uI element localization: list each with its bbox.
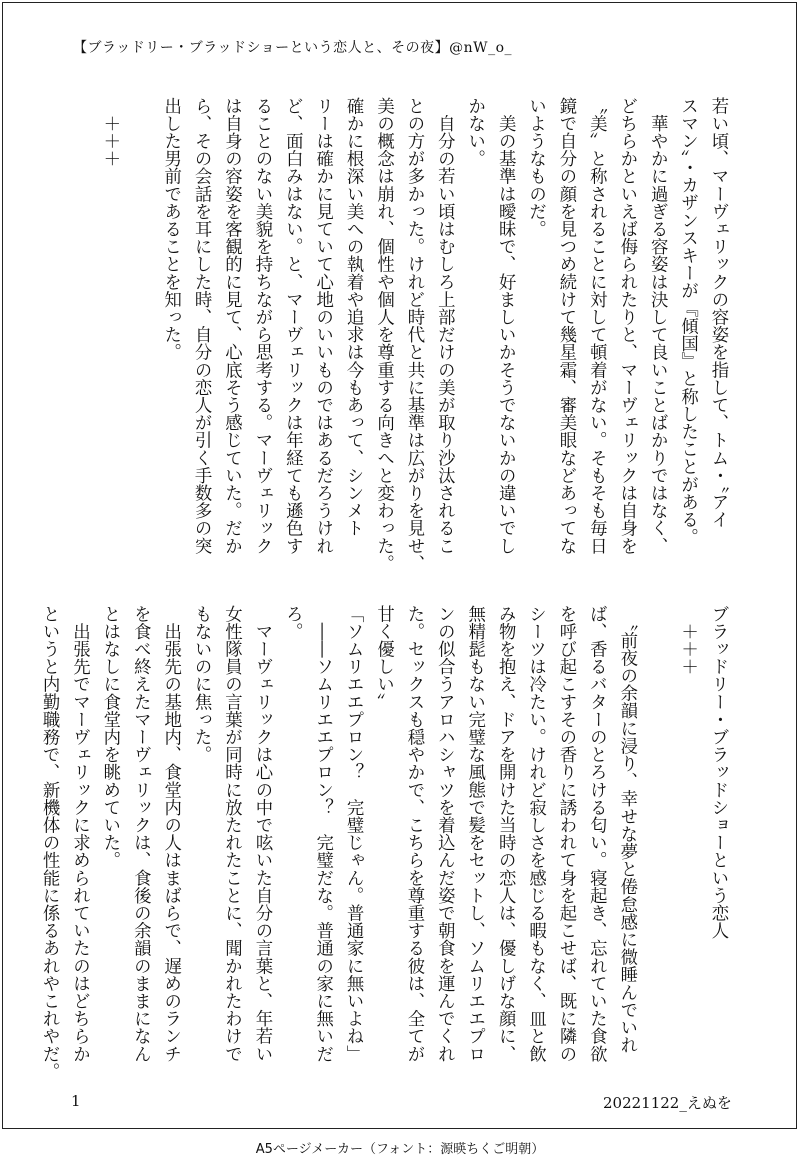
text-line: リーは確かに見ていて心地のいいものではあるだろうけれ bbox=[312, 97, 333, 555]
text-line: 鏡で自分の顔を見つめ続けて幾星霜、審美眼などあってな bbox=[555, 97, 576, 555]
text-line: 〝美〟と称されることに対して頓着がない。そもそも毎日 bbox=[586, 97, 607, 555]
text-line: を呼び起こすその香りに誘われて身を起こせば、既に隣の bbox=[555, 605, 576, 1063]
text-block-bottom bbox=[39, 605, 733, 1089]
text-line: との方が多かった。けれど時代と共に基準は広がりを見せ、 bbox=[403, 97, 424, 573]
text-line: 美の基準は曖昧で、好ましいかそうでないかの違いでし bbox=[495, 97, 516, 555]
text-line: シーツは冷たい。けれど寂しさを感じる暇もなく、皿と飲 bbox=[525, 605, 546, 1063]
text-line: ろ。 bbox=[282, 605, 303, 641]
text-line: 無精髭もない完璧な風態で髪をセットし、ソムリエエプロ bbox=[464, 605, 485, 1063]
text-line: ど、面白みはない。と、マーヴェリックは年経ても遜色す bbox=[282, 97, 303, 555]
text-line: 女性隊員の言葉が同時に放たれたことに、聞かれたわけで bbox=[221, 605, 242, 1063]
page-header: 【ブラッドリー・ブラッドショーという恋人と、その夜】@nW_o_ bbox=[73, 40, 512, 56]
text-line: は自身の容姿を客観的に見て、心底そう感じていた。だか bbox=[221, 97, 242, 555]
text-line: ンの似合うアロハシャツを着込んだ姿で朝食を運んでくれ bbox=[434, 605, 455, 1063]
text-line: 華やかに過ぎる容姿は決して良いことばかりではなく、 bbox=[647, 97, 668, 555]
text-line: ――ソムリエエプロン？ 完璧だな。普通の家に無いだ bbox=[312, 605, 333, 1063]
text-line: 美の概念は崩れ、個性や個人を尊重する向きへと変わった。 bbox=[373, 97, 394, 573]
text-line: かない。 bbox=[464, 97, 485, 168]
text-line: 出した男前であることを知った。 bbox=[160, 97, 181, 361]
text-block-top bbox=[63, 97, 733, 585]
text-line: 出張先の基地内、食堂内の人はまばらで、遅めのランチ bbox=[160, 605, 181, 1063]
text-line-blank bbox=[125, 97, 155, 585]
text-line: 出張先でマーヴェリックに求められていたのはどちらか bbox=[69, 605, 90, 1063]
date-author: 20221122_えぬを bbox=[603, 1094, 732, 1112]
text-line: を食べ終えたマーヴェリックは、食後の余韻のままになん bbox=[130, 605, 151, 1063]
text-line: ば、香るバターのとろける匂い。寝起き、忘れていた食欲 bbox=[586, 605, 607, 1063]
text-line: 若い頃、マーヴェリックの容姿を指して、トム・〝アイ bbox=[708, 97, 728, 529]
section-title: ブラッドリー・ブラッドショーという恋人 bbox=[708, 605, 728, 940]
text-line: 甘く優しい〟 bbox=[373, 605, 394, 711]
text-line: 自分の若い頃はむしろ上部だけの美が取り沙汰されるこ bbox=[434, 97, 455, 555]
page-number: 1 bbox=[71, 1092, 81, 1110]
text-line: た。セックスも穏やかで、こちらを尊重する彼は、全てが bbox=[403, 605, 424, 1063]
text-line: ら、その会話を耳にした時、自分の恋人が引く手数多の突 bbox=[191, 97, 212, 555]
text-line: 確かに根深い美への執着や追求は今もあって、シンメト bbox=[343, 97, 364, 537]
maker-caption: A5ページメーカー（フォント：源暎ちくご明朝） bbox=[255, 1142, 545, 1157]
text-line: いようなものだ。 bbox=[525, 97, 546, 238]
text-line: というと内勤職務で、新機体の性能に係るあれやこれやだ。 bbox=[39, 605, 60, 1081]
text-line: とはなしに食堂内を眺めていた。 bbox=[99, 605, 120, 869]
text-line: スマン〟・カザンスキーが『傾国』と称したことがある。 bbox=[677, 97, 698, 546]
text-line: 〝前夜の余韻に浸り、幸せな夢と倦怠感に微睡んでいれ bbox=[616, 605, 637, 1054]
text-line: ることのない美貌を持ちながら思考する。マーヴェリック bbox=[251, 97, 272, 555]
section-divider: ＋＋＋ bbox=[99, 97, 120, 168]
text-line-blank bbox=[642, 605, 672, 1089]
page-frame bbox=[2, 2, 797, 1129]
text-line: マーヴェリックは心の中で呟いた自分の言葉と、年若い bbox=[251, 605, 272, 1063]
text-line: み物を抱え、ドアを開けた当時の恋人は、優しげな顔に、 bbox=[495, 605, 516, 1063]
text-line: もないのに焦った。 bbox=[191, 605, 212, 764]
text-line: 「ソムリエエプロン？ 完璧じゃん。普通家に無いよね」 bbox=[343, 605, 364, 1063]
section-divider: ＋＋＋ bbox=[677, 605, 698, 676]
text-line: どちらかといえば侮られたりと、マーヴェリックは自身を bbox=[616, 97, 637, 555]
